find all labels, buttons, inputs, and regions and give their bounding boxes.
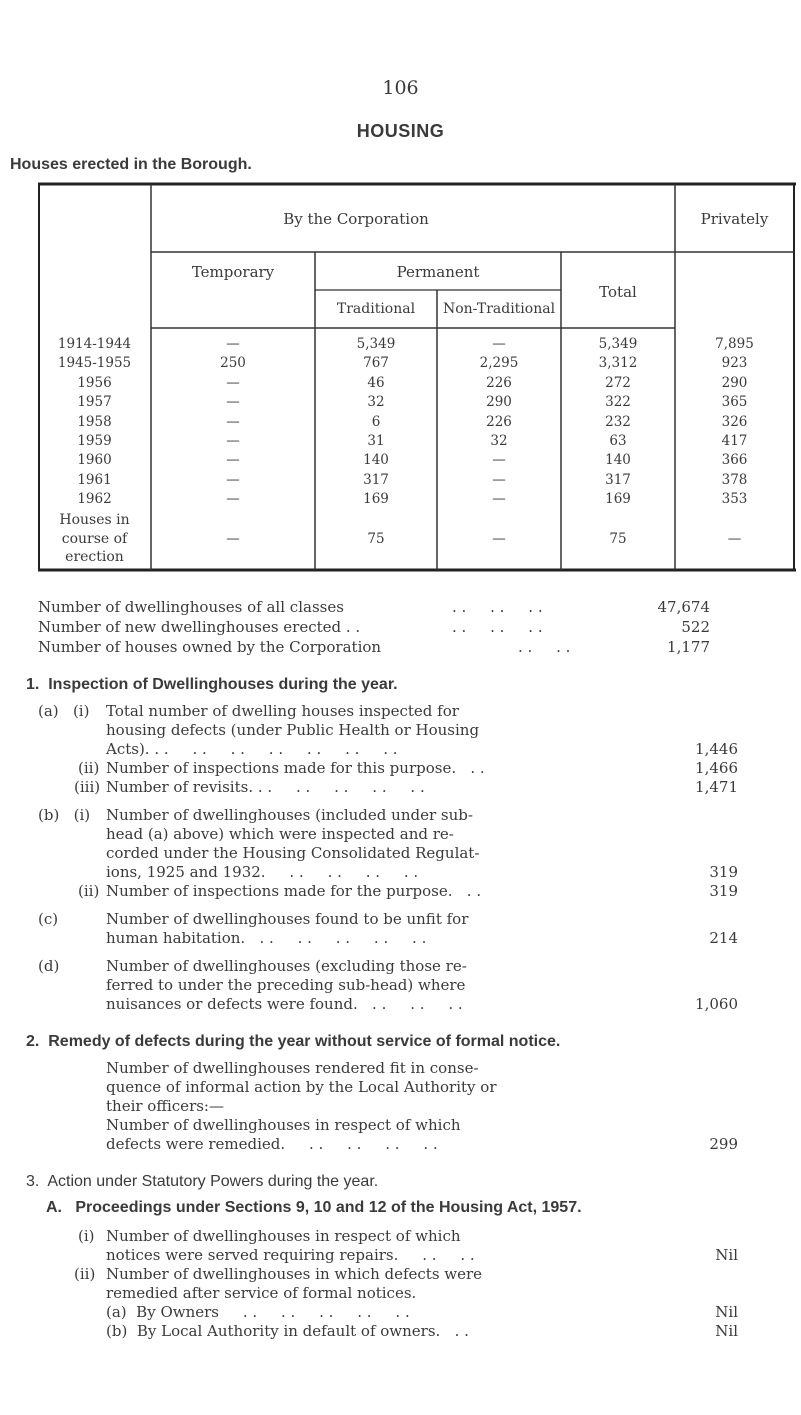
item-3-ii-a-line: (a) By Owners . . . . . . . . . . <box>106 1303 410 1321</box>
cell-temporary: — <box>226 374 240 391</box>
item-d-line1: Number of dwellinghouses (excluding those re- <box>106 957 467 975</box>
cell-temporary: — <box>226 336 240 352</box>
summary-value-2: 522 <box>681 618 710 636</box>
cell-temporary: — <box>226 413 240 430</box>
cell-non-traditional: — <box>492 531 506 547</box>
cell-total: 3,312 <box>598 355 638 372</box>
item-a-i-line1: Total number of dwelling houses inspected for <box>106 702 459 720</box>
item-b-ii-value: 319 <box>709 882 738 900</box>
cell-period: 1960 <box>77 452 112 469</box>
cell-privately: — <box>727 531 742 547</box>
cell-privately: 417 <box>721 433 748 449</box>
summary-label-3: Number of houses owned by the Corporation <box>38 638 382 656</box>
cell-period: 1961 <box>77 471 112 488</box>
item-c-line2: human habitation. . . . . . . . . . . <box>106 929 427 947</box>
cell-total: 322 <box>605 394 631 411</box>
section-2-line3: their officers:— <box>106 1097 224 1115</box>
section-2-line2: quence of informal action by the Local Authority or <box>106 1078 497 1096</box>
cell-traditional: 5,349 <box>356 336 396 352</box>
item-a-iii-value: 1,471 <box>695 778 738 796</box>
item-b-i-line3: corded under the Housing Consolidated Regulat- <box>106 844 480 862</box>
cell-traditional: 46 <box>367 374 385 391</box>
row-label-line1: Houses in <box>59 512 130 528</box>
summary-dots-2: . . . . . . <box>452 618 543 636</box>
cell-traditional: 767 <box>363 355 389 372</box>
item-d-line2: ferred to under the preceding sub-head) where <box>106 976 466 994</box>
cell-non-traditional: 2,295 <box>479 355 519 372</box>
item-3-i-value: Nil <box>715 1246 738 1264</box>
item-3-ii-line1: Number of dwellinghouses in which defects were <box>106 1265 483 1283</box>
housing-table <box>38 182 796 572</box>
item-b-i-line2: head (a) above) which were inspected and re- <box>106 825 454 843</box>
cell-period: 1962 <box>77 491 112 508</box>
item-3-ii-b-value: Nil <box>715 1322 738 1340</box>
item-c-line1: Number of dwellinghouses found to be unfit for <box>106 910 469 928</box>
item-3-ii-b-line: (b) By Local Authority in default of owners. . . <box>106 1322 469 1340</box>
page-title: HOUSING <box>356 121 445 141</box>
cell-temporary: — <box>226 433 240 449</box>
cell-period: 1956 <box>77 374 112 391</box>
cell-non-traditional: 226 <box>486 413 512 430</box>
item-d-line3: nuisances or defects were found. . . . . . . <box>106 995 463 1013</box>
item-d-value: 1,060 <box>695 995 738 1013</box>
cell-period: 1958 <box>77 413 112 430</box>
cell-total: 272 <box>605 374 631 391</box>
cell-temporary: — <box>226 452 240 469</box>
cell-total: 232 <box>605 413 631 430</box>
row-label-line2: course of <box>61 531 128 547</box>
summary-dots-1: . . . . . . <box>452 598 543 616</box>
item-d-tag: (d) <box>38 957 60 975</box>
item-a-i-tag: (a) (i) <box>38 702 90 720</box>
cell-period: 1957 <box>77 394 112 411</box>
summary-dots-3: . . . . <box>518 638 571 656</box>
cell-total: 5,349 <box>598 336 638 352</box>
item-a-i-line2: housing defects (under Public Health or Housing <box>106 721 480 739</box>
item-3-ii-line2: remedied after service of formal notices. <box>106 1284 417 1302</box>
section-2-line5: defects were remedied. . . . . . . . . <box>106 1135 438 1153</box>
cell-temporary: — <box>226 531 240 547</box>
item-a-i-line3: Acts). . . . . . . . . . . . . . . <box>106 740 398 758</box>
summary-label-1: Number of dwellinghouses of all classes <box>38 598 344 616</box>
item-a-ii-value: 1,466 <box>695 759 738 777</box>
cell-non-traditional: — <box>492 491 506 508</box>
cell-temporary: — <box>226 394 240 411</box>
item-a-iii-tag: (iii) <box>74 778 101 796</box>
cell-traditional: 140 <box>363 452 389 469</box>
item-a-iii-line: Number of revisits. . . . . . . . . . . <box>106 778 425 796</box>
item-3-ii-a-value: Nil <box>715 1303 738 1321</box>
item-a-i-value: 1,446 <box>695 740 738 758</box>
table-caption: Houses erected in the Borough. <box>10 156 252 173</box>
item-3-ii-tag: (ii) <box>74 1265 96 1283</box>
section-2-value: 299 <box>709 1135 738 1153</box>
cell-non-traditional: 32 <box>490 433 508 449</box>
cell-privately: 366 <box>721 452 748 469</box>
header-total: Total <box>599 283 637 301</box>
item-b-i-line4: ions, 1925 and 1932. . . . . . . . . <box>106 863 419 881</box>
cell-traditional: 169 <box>363 491 389 508</box>
header-permanent: Permanent <box>396 263 480 281</box>
cell-traditional: 75 <box>367 531 385 547</box>
item-c-value: 214 <box>709 929 738 947</box>
item-3-i-line2: notices were served requiring repairs. . . . . <box>106 1246 475 1264</box>
item-3-i-tag: (i) <box>78 1227 95 1245</box>
cell-traditional: 6 <box>371 413 381 430</box>
cell-total: 140 <box>605 452 631 469</box>
section-2-line4: Number of dwellinghouses in respect of which <box>106 1116 461 1134</box>
section-3a-heading: A. Proceedings under Sections 9, 10 and 12 of the Housing Act, 1957. <box>46 1199 582 1216</box>
cell-privately: 326 <box>721 413 748 430</box>
cell-non-traditional: — <box>492 452 506 469</box>
section-2-line1: Number of dwellinghouses rendered fit in conse- <box>106 1059 479 1077</box>
cell-privately: 365 <box>721 394 748 411</box>
cell-privately: 7,895 <box>715 336 754 352</box>
section-2-heading: 2. Remedy of defects during the year without service of formal notice. <box>26 1033 561 1050</box>
header-by-corporation: By the Corporation <box>283 210 429 228</box>
cell-non-traditional: — <box>492 471 506 488</box>
page-number: 106 <box>382 77 419 99</box>
section-1-heading: 1. Inspection of Dwellinghouses during the year. <box>26 676 398 693</box>
item-b-ii-tag: (ii) <box>78 882 100 900</box>
cell-temporary: 250 <box>220 355 246 372</box>
cell-non-traditional: — <box>492 336 506 352</box>
item-a-ii-tag: (ii) <box>78 759 100 777</box>
item-b-ii-line: Number of inspections made for the purpose. . . <box>106 882 482 900</box>
cell-temporary: — <box>226 471 240 488</box>
cell-period: 1914-1944 <box>57 336 132 352</box>
cell-temporary: — <box>226 491 240 508</box>
cell-privately: 923 <box>721 355 748 372</box>
cell-period: 1959 <box>77 433 112 449</box>
item-a-ii-line: Number of inspections made for this purpose. . . <box>106 759 485 777</box>
item-b-i-line1: Number of dwellinghouses (included under sub- <box>106 806 473 824</box>
item-c-tag: (c) <box>38 910 59 928</box>
header-traditional: Traditional <box>336 301 416 317</box>
section-3-heading: 3. Action under Statutory Powers during the year. <box>26 1173 379 1190</box>
header-temporary: Temporary <box>191 263 275 281</box>
cell-non-traditional: 290 <box>486 394 512 411</box>
summary-value-3: 1,177 <box>667 638 710 656</box>
cell-total: 63 <box>609 433 627 449</box>
item-b-i-value: 319 <box>709 863 738 881</box>
cell-privately: 353 <box>721 491 748 508</box>
cell-total: 75 <box>609 531 627 547</box>
cell-traditional: 32 <box>367 394 385 411</box>
summary-value-1: 47,674 <box>657 598 710 616</box>
item-3-i-line1: Number of dwellinghouses in respect of which <box>106 1227 461 1245</box>
summary-label-2: Number of new dwellinghouses erected . . <box>38 618 361 636</box>
cell-privately: 290 <box>721 374 748 391</box>
cell-total: 169 <box>605 491 631 508</box>
header-privately: Privately <box>700 210 769 228</box>
cell-total: 317 <box>605 471 631 488</box>
cell-privately: 378 <box>721 471 748 488</box>
cell-period: 1945-1955 <box>57 355 132 372</box>
cell-non-traditional: 226 <box>486 374 512 391</box>
cell-traditional: 31 <box>367 433 385 449</box>
header-non-traditional: Non-Traditional <box>442 301 556 317</box>
row-label-line3: erection <box>65 549 124 565</box>
cell-traditional: 317 <box>363 471 389 488</box>
item-b-i-tag: (b) (i) <box>38 806 91 824</box>
